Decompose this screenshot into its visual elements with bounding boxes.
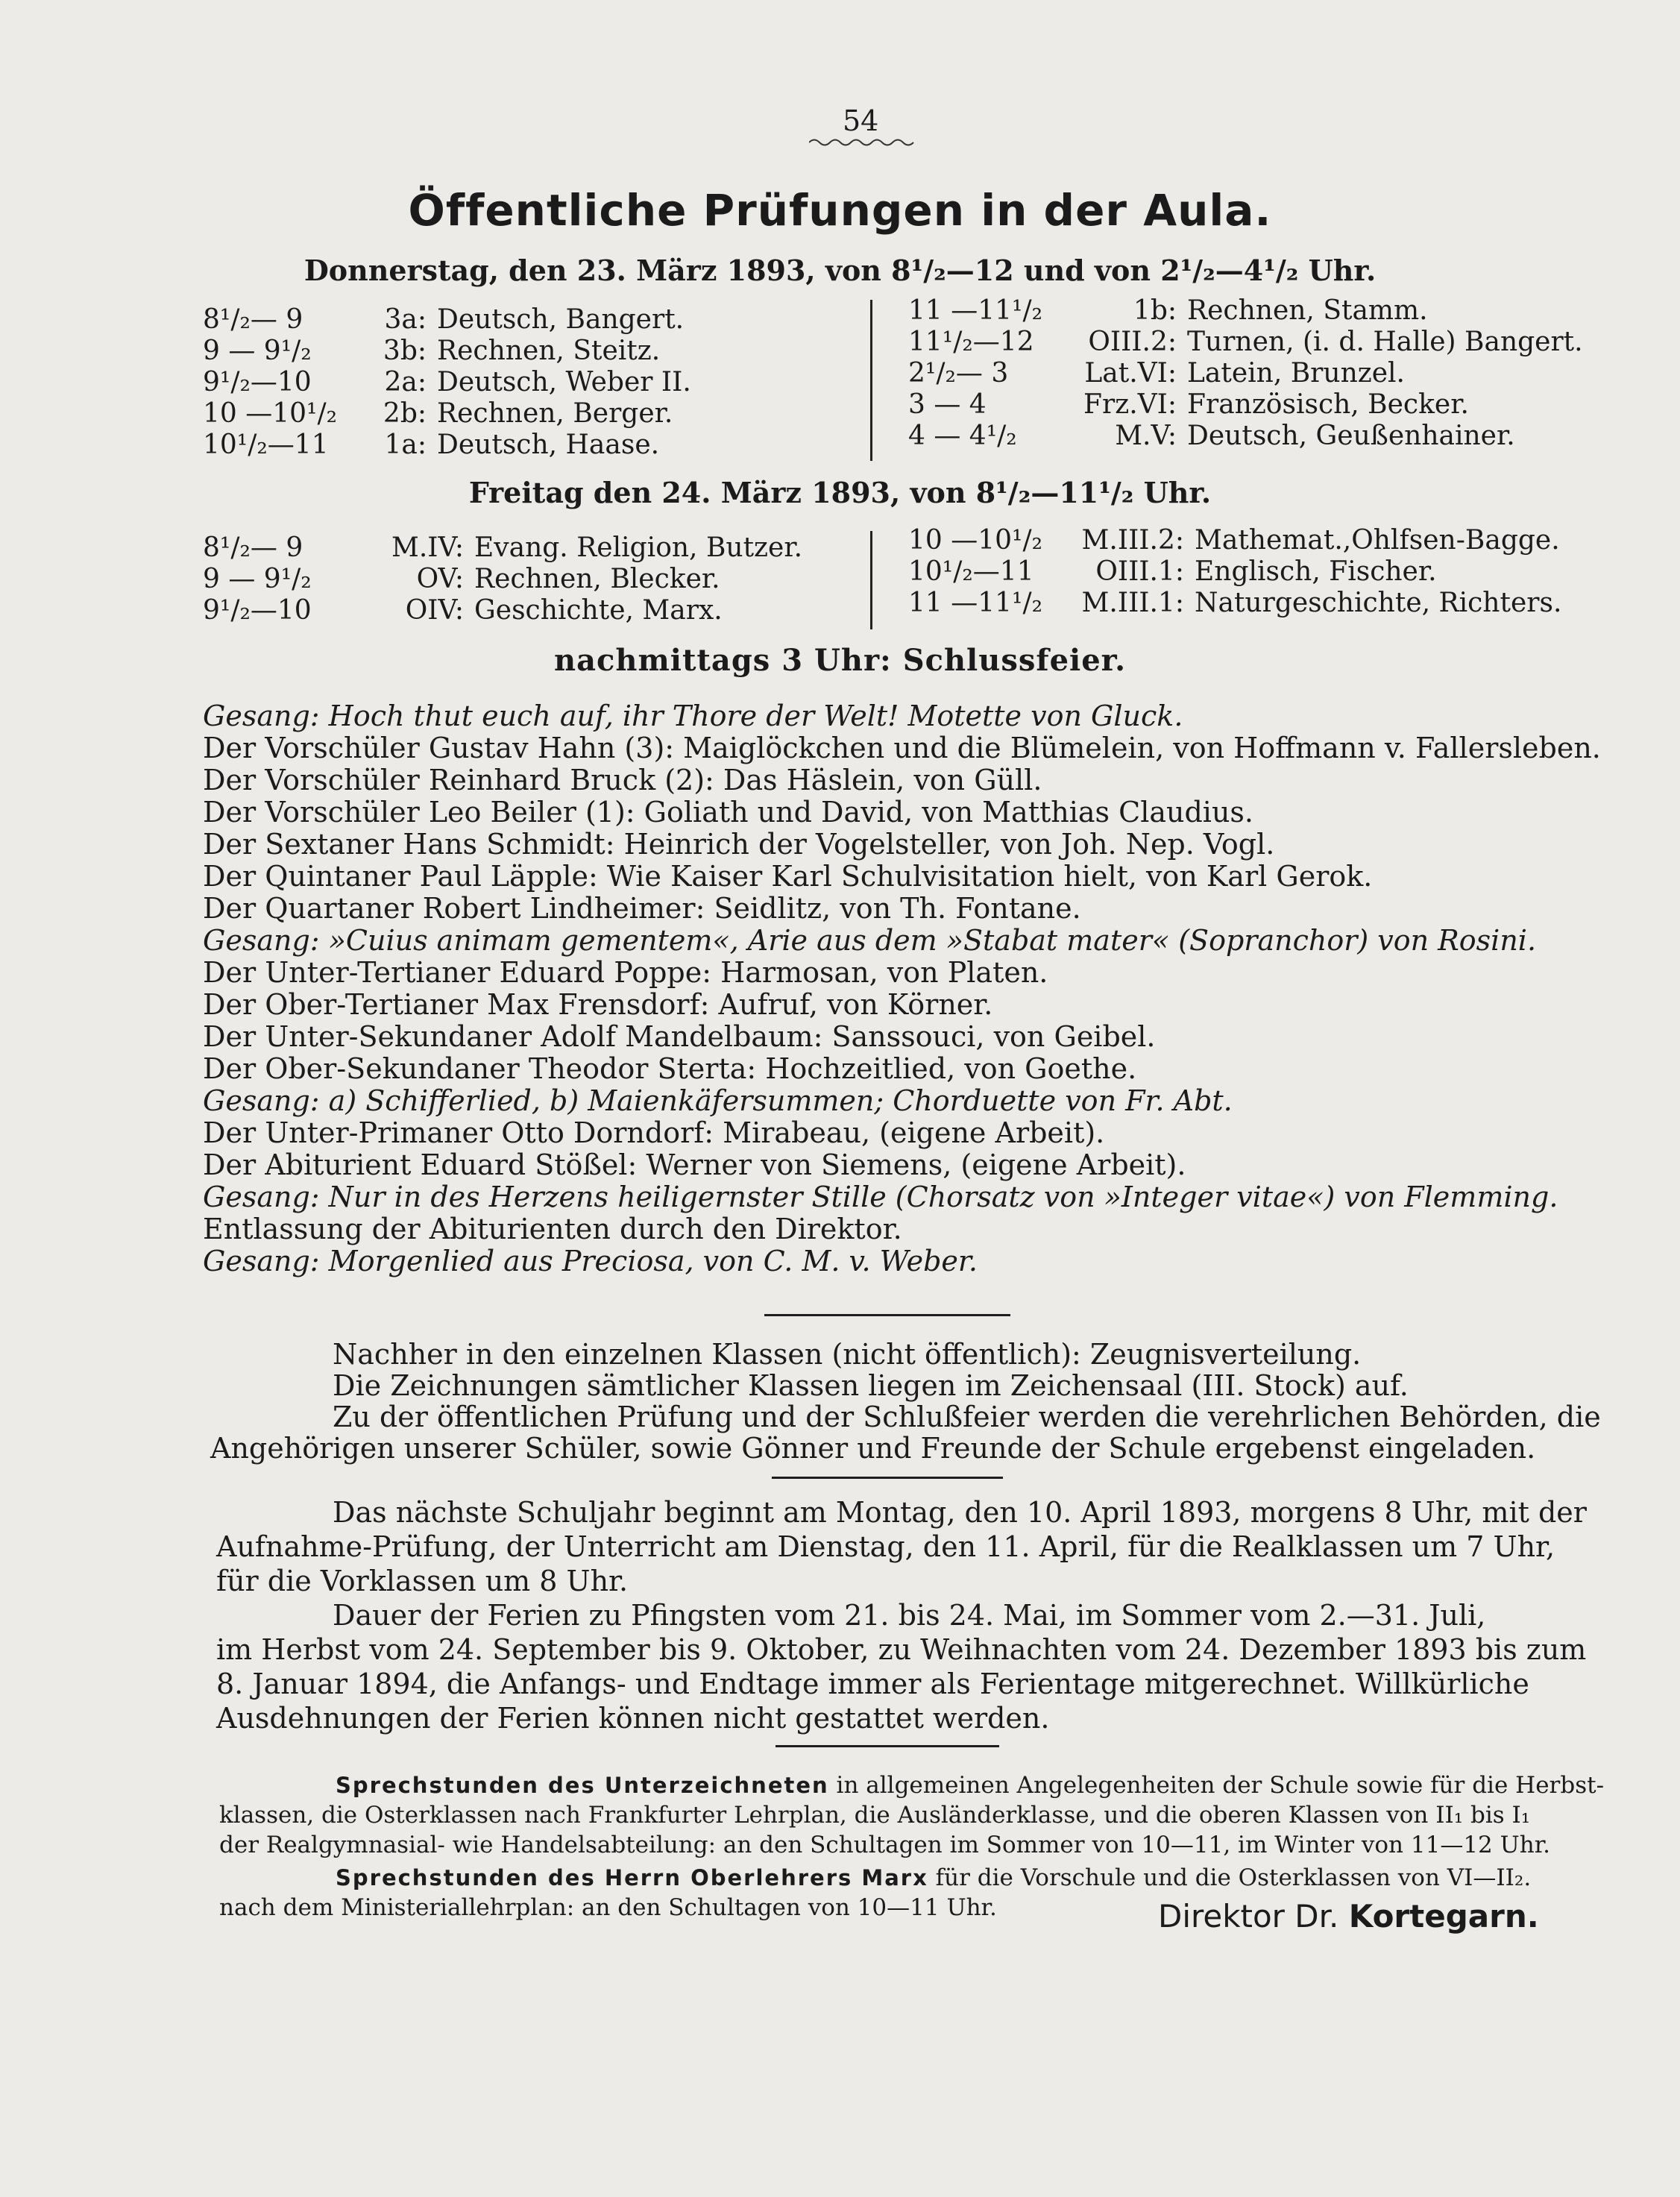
schedule-class: M.III.2: (1081, 525, 1184, 556)
schedule-row (908, 295, 1605, 327)
program-recitation: Entlassung der Abiturienten durch den Direktor. (203, 1213, 902, 1245)
office-hours-line: klassen, die Osterklassen nach Frankfurter Lehrplan, die Ausländerklasse, und die oberen Klassen von II₁ bis I₁ (219, 1802, 1531, 1829)
schedule-subject: Deutsch, Geußenhainer. (1187, 421, 1515, 451)
schedule-class: Frz.VI: (1083, 389, 1177, 420)
schoolyear-line: 8. Januar 1894, die Anfangs- und Endtage immer als Ferientage mitgerechnet. Willkürliche (216, 1668, 1529, 1700)
page-title: Öffentliche Prüfungen in der Aula. (408, 185, 1272, 236)
section-rule (772, 1477, 1003, 1479)
schedule-time: 10¹/₂—11 (203, 430, 329, 460)
program-recitation: Der Vorschüler Leo Beiler (1): Goliath und David, von Matthias Claudius. (203, 796, 1254, 829)
schedule-time: 11 —11¹/₂ (908, 295, 1043, 326)
schedule-class: OIII.1: (1095, 556, 1184, 587)
program-song: Gesang: Nur in des Herzens heiligernster Stille (Chorsatz von »Integer vitae«) von Flemming. (203, 1181, 1558, 1213)
schedule-subject: Rechnen, Stamm. (1187, 295, 1428, 326)
signature-name: Kortegarn. (1348, 1898, 1539, 1934)
notice-line: Die Zeichnungen sämtlicher Klassen liegen im Zeichensaal (III. Stock) auf. (333, 1369, 1409, 1402)
schoolyear-line: Ausdehnungen der Ferien können nicht gestattet werden. (216, 1702, 1050, 1735)
schedule-subject: Latein, Brunzel. (1187, 358, 1405, 389)
thursday-right-schedule (908, 295, 1605, 452)
section-rule (764, 1314, 1010, 1316)
schedule-subject: Geschichte, Marx. (474, 595, 723, 626)
program-song: Gesang: Hoch thut euch auf, ihr Thore der Welt! Motette von Gluck. (203, 700, 1183, 732)
schedule-row (203, 336, 735, 367)
notice-line: Nachher in den einzelnen Klassen (nicht öffentlich): Zeugnisverteilung. (333, 1338, 1362, 1371)
schedule-subject: Deutsch, Weber II. (437, 367, 691, 397)
program-recitation: Der Unter-Tertianer Eduard Poppe: Harmosan, von Platen. (203, 956, 1048, 989)
program-recitation: Der Vorschüler Gustav Hahn (3): Maiglöckchen und die Blümelein, von Hoffmann v. Fallersleben. (203, 732, 1601, 764)
notice-line: Angehörigen unserer Schüler, sowie Gönner und Freunde der Schule ergebenst eingeladen. (210, 1432, 1536, 1465)
schedule-subject: Naturgeschichte, Richters. (1195, 588, 1562, 618)
schedule-divider (870, 531, 872, 629)
schedule-class: OIV: (405, 595, 464, 626)
schedule-class: M.V: (1115, 421, 1177, 451)
schedule-time: 10¹/₂—11 (908, 556, 1034, 587)
schedule-time: 9¹/₂—10 (203, 595, 312, 626)
schedule-class: M.III.1: (1081, 588, 1184, 618)
schedule-row (908, 556, 1612, 588)
schedule-subject: Deutsch, Haase. (437, 430, 660, 460)
schedule-time: 9 — 9¹/₂ (203, 336, 312, 366)
program-recitation: Der Ober-Sekundaner Theodor Sterta: Hochzeitlied, von Goethe. (203, 1052, 1137, 1085)
office-hours-marx: Sprechstunden des Herrn Oberlehrers Marx für die Vorschule und die Osterklassen von VI—II₂. (336, 1864, 1532, 1891)
program-recitation: Der Quartaner Robert Lindheimer: Seidlitz, von Th. Fontane. (203, 892, 1081, 925)
schedule-subject: Rechnen, Steitz. (437, 336, 661, 366)
program-recitation: Der Unter-Primaner Otto Dorndorf: Mirabeau, (eigene Arbeit). (203, 1116, 1105, 1149)
schedule-row (203, 595, 773, 626)
schoolyear-line: Das nächste Schuljahr beginnt am Montag, den 10. April 1893, morgens 8 Uhr, mit der (333, 1496, 1587, 1529)
notice-line: Zu der öffentlichen Prüfung und der Schlußfeier werden die verehrlichen Behörden, die (333, 1401, 1601, 1433)
friday-right-schedule (908, 525, 1612, 619)
schedule-divider (870, 300, 872, 461)
program-recitation: Der Abiturient Eduard Stößel: Werner von Siemens, (eigene Arbeit). (203, 1148, 1186, 1181)
program-recitation: Der Sextaner Hans Schmidt: Heinrich der Vogelsteller, von Joh. Nep. Vogl. (203, 828, 1275, 861)
page-number: 54 (843, 104, 879, 137)
schedule-class: M.IV: (391, 532, 464, 563)
schedule-class: 2a: (384, 367, 427, 397)
schedule-row (203, 430, 735, 461)
office-hours-line: nach dem Ministeriallehrplan: an den Schultagen von 10—11 Uhr. (219, 1894, 997, 1921)
schedule-class: 2b: (383, 398, 427, 429)
schedule-subject: Evang. Religion, Butzer. (474, 532, 803, 563)
friday-heading: Freitag den 24. März 1893, von 8¹/₂—11¹/₂ Uhr. (468, 476, 1212, 509)
schedule-class: OIII.2: (1088, 327, 1177, 357)
friday-left-schedule (203, 532, 803, 626)
thursday-left-schedule (203, 304, 735, 461)
schoolyear-line: im Herbst vom 24. September bis 9. Oktober, zu Weihnachten vom 24. Dezember 1893 bis zum (216, 1633, 1587, 1666)
schedule-row (908, 358, 1605, 389)
signature-prefix: Direktor Dr. (1158, 1898, 1339, 1934)
schedule-row (203, 532, 803, 564)
schedule-row (203, 367, 735, 398)
afternoon-heading: nachmittags 3 Uhr: Schlussfeier. (554, 643, 1126, 678)
program-song: Gesang: Morgenlied aus Preciosa, von C. M. v. Weber. (203, 1245, 978, 1277)
program-recitation: Der Vorschüler Reinhard Bruck (2): Das Häslein, von Güll. (203, 764, 1042, 796)
schedule-row (908, 421, 1605, 452)
office-hours-label: Sprechstunden des Herrn Oberlehrers Marx (336, 1865, 928, 1890)
program-song: Gesang: a) Schifferlied, b) Maienkäfersummen; Chorduette von Fr. Abt. (203, 1084, 1233, 1117)
program-song: Gesang: »Cuius animam gementem«, Arie aus dem »Stabat mater« (Sopranchor) von Rosini. (203, 924, 1537, 957)
schedule-row (203, 564, 773, 595)
schoolyear-line: Aufnahme-Prüfung, der Unterricht am Dienstag, den 11. April, für die Realklassen um 7 Uhr, (216, 1530, 1555, 1563)
schedule-time: 10 —10¹/₂ (203, 398, 338, 429)
thursday-heading: Donnerstag, den 23. März 1893, von 8¹/₂—12 und von 2¹/₂—4¹/₂ Uhr. (303, 254, 1377, 287)
schedule-class: 1b: (1133, 295, 1177, 326)
schedule-subject: Mathemat.,Ohlfsen-Bagge. (1195, 525, 1560, 556)
schedule-subject: Französisch, Becker. (1187, 389, 1469, 420)
schedule-time: 4 — 4¹/₂ (908, 421, 1017, 451)
schedule-subject: Deutsch, Bangert. (437, 304, 685, 335)
office-hours-label: Sprechstunden des Unterzeichneten (336, 1773, 829, 1798)
schedule-class: 3a: (384, 304, 427, 335)
schedule-time: 2¹/₂— 3 (908, 358, 1009, 389)
schedule-row (908, 327, 1605, 358)
schedule-class: Lat.VI: (1084, 358, 1177, 389)
schedule-time: 8¹/₂— 9 (203, 532, 303, 563)
signature (1158, 1898, 1539, 1934)
schedule-subject: Turnen, (i. d. Halle) Bangert. (1187, 327, 1583, 357)
schedule-row (203, 398, 735, 430)
office-hours-director: Sprechstunden des Unterzeichneten in allgemeinen Angelegenheiten der Schule sowie für die Herbst- (336, 1772, 1605, 1799)
schedule-time: 11 —11¹/₂ (908, 588, 1043, 618)
schedule-time: 11¹/₂—12 (908, 327, 1034, 357)
schedule-class: 1a: (384, 430, 427, 460)
schedule-row (908, 389, 1605, 421)
schedule-time: 10 —10¹/₂ (908, 525, 1043, 556)
schedule-time: 8¹/₂— 9 (203, 304, 303, 335)
schoolyear-line: Dauer der Ferien zu Pfingsten vom 21. bis 24. Mai, im Sommer vom 2.—31. Juli, (333, 1599, 1486, 1632)
schedule-time: 3 — 4 (908, 389, 987, 420)
schedule-time: 9 — 9¹/₂ (203, 564, 312, 594)
schedule-subject: Rechnen, Berger. (437, 398, 673, 429)
schedule-subject: Rechnen, Blecker. (474, 564, 720, 594)
program-recitation: Der Unter-Sekundaner Adolf Mandelbaum: Sanssouci, von Geibel. (203, 1020, 1156, 1053)
section-rule (775, 1745, 999, 1747)
office-hours-line: der Realgymnasial- wie Handelsabteilung: an den Schultagen im Sommer von 10—11, im Winter von 11—12 Uhr. (219, 1832, 1550, 1858)
schedule-subject: Englisch, Fischer. (1195, 556, 1437, 587)
program-recitation: Der Ober-Tertianer Max Frensdorf: Aufruf, von Körner. (203, 988, 993, 1021)
schedule-row (908, 588, 1612, 619)
schedule-class: 3b: (383, 336, 427, 366)
schedule-time: 9¹/₂—10 (203, 367, 312, 397)
schedule-class: OV: (416, 564, 464, 594)
decorative-wave-rule (809, 137, 921, 148)
schedule-row (203, 304, 735, 336)
schoolyear-line: für die Vorklassen um 8 Uhr. (216, 1565, 629, 1597)
program-recitation: Der Quintaner Paul Läpple: Wie Kaiser Karl Schulvisitation hielt, von Karl Gerok. (203, 860, 1373, 893)
schedule-row (908, 525, 1612, 556)
